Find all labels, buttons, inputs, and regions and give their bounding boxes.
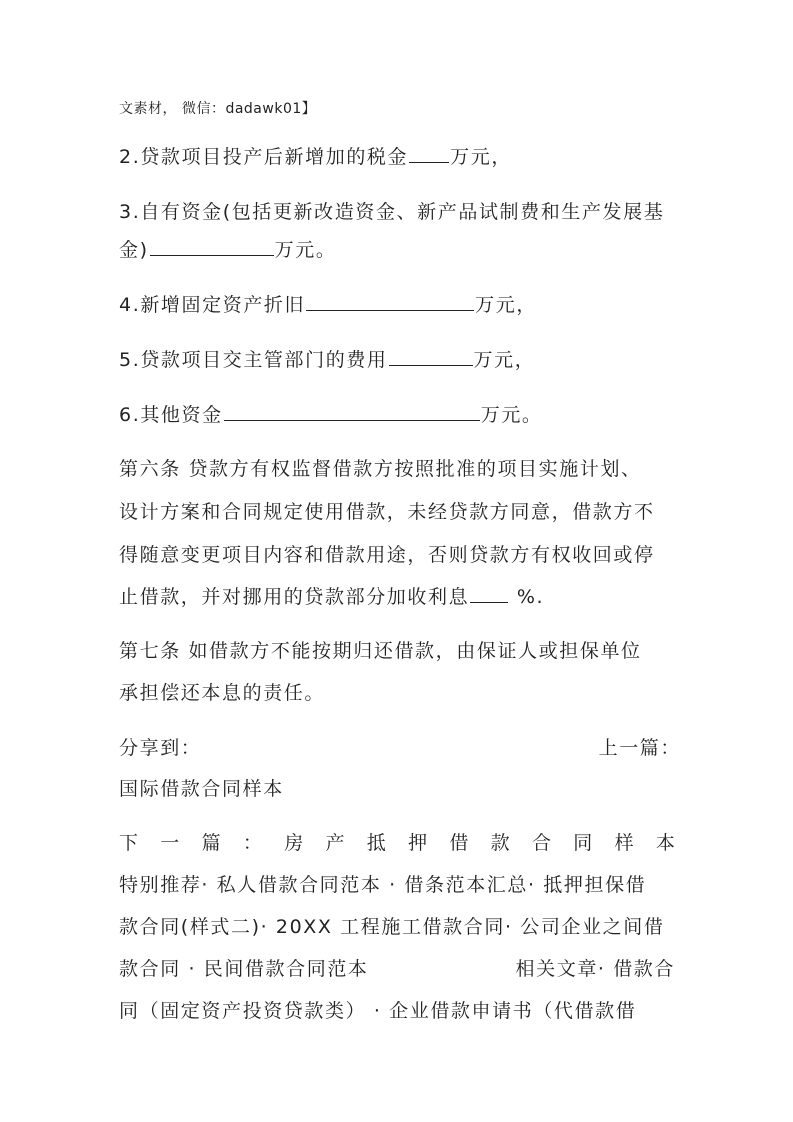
- recommend-line[interactable]: 款合同(样式二)· 20XX 工程施工借款合同· 公司企业之间借: [119, 916, 665, 938]
- text-line: 文素材， 微信：dadawk01】: [119, 101, 317, 117]
- text-span: 4.新增固定资产折旧: [119, 294, 306, 316]
- text-line: [119, 348, 535, 372]
- recommend-line[interactable]: 款合同 · 民间借款合同范本: [119, 958, 369, 980]
- text-span: 万元。: [480, 404, 543, 426]
- prev-article-label: 上一篇：: [598, 737, 681, 759]
- text-span: 万元，: [475, 294, 537, 316]
- text-line: 3.自有资金(包括更新改造资金、新产品试制费和生产发展基: [119, 201, 665, 223]
- next-article-row[interactable]: [119, 831, 675, 855]
- next-char: 篇: [201, 832, 221, 854]
- text-line: [119, 403, 543, 427]
- share-label: 分享到：: [119, 737, 202, 759]
- next-char: 一: [160, 832, 180, 854]
- text-line: 承担偿还本息的责任。: [119, 682, 326, 704]
- text-line: 得随意变更项目内容和借款用途，否则贷款方有权收回或停: [119, 544, 655, 566]
- text-span: %.: [509, 586, 545, 608]
- recommend-line[interactable]: 同（固定资产投资贷款类） · 企业借款申请书（代借款借: [119, 1000, 637, 1022]
- related-articles-line[interactable]: 相关文章· 借款合: [515, 958, 675, 980]
- next-char: 抵: [366, 832, 386, 854]
- blank-underline: [470, 585, 508, 603]
- text-line: [119, 293, 537, 317]
- text-span: 6.其他资金: [119, 404, 223, 426]
- text-span: 止借款，并对挪用的贷款部分加收利息: [119, 586, 470, 608]
- blank-underline: [409, 145, 449, 163]
- recommend-line[interactable]: 特别推荐· 私人借款合同范本 · 借条范本汇总· 抵押担保借: [119, 874, 647, 896]
- blank-underline: [150, 238, 274, 256]
- blank-underline: [224, 403, 480, 421]
- text-span: 金): [119, 239, 149, 261]
- text-line: 第六条 贷款方有权监督借款方按照批准的项目实施计划、: [119, 458, 642, 480]
- next-char: 押: [408, 832, 428, 854]
- text-line: [119, 145, 512, 169]
- next-char: 产: [325, 832, 345, 854]
- text-span: 2.贷款项目投产后新增加的税金: [119, 146, 409, 168]
- next-char: 款: [490, 832, 510, 854]
- text-span: 5.贷款项目交主管部门的费用: [119, 349, 388, 371]
- prev-article-link[interactable]: 国际借款合同样本: [119, 778, 284, 800]
- text-line: 设计方案和合同规定使用借款，未经贷款方同意，借款方不: [119, 501, 655, 523]
- text-line: 第七条 如借款方不能按期归还借款，由保证人或担保单位: [119, 640, 642, 662]
- next-char: ：: [242, 832, 262, 854]
- text-span: 万元。: [274, 239, 337, 261]
- text-span: 万元，: [473, 349, 536, 371]
- next-char: 样: [614, 832, 634, 854]
- text-line: [119, 585, 544, 609]
- next-char: 房: [284, 832, 304, 854]
- next-char: 下: [119, 832, 139, 854]
- next-char: 借: [449, 832, 469, 854]
- next-char: 本: [655, 832, 675, 854]
- next-char: 合: [531, 832, 551, 854]
- blank-underline: [389, 348, 473, 366]
- blank-underline: [306, 293, 474, 311]
- text-span: 万元，: [450, 146, 512, 168]
- text-line: [119, 238, 336, 262]
- next-char: 同: [573, 832, 593, 854]
